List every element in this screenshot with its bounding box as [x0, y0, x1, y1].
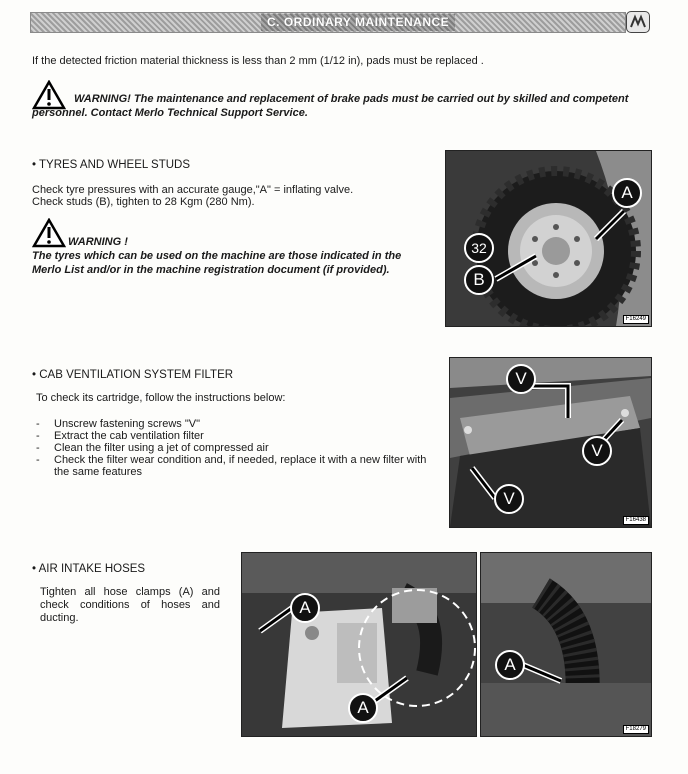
callout-v: V: [582, 436, 612, 466]
warning-label: WARNING!: [74, 93, 131, 105]
list-item: - Unscrew fastening screws "V": [36, 418, 436, 430]
callout-a: A: [495, 650, 525, 680]
wheel-photo: [445, 150, 652, 327]
warning-brake-pads: [32, 92, 652, 120]
tyres-line1: Check tyre pressures with an accurate gauge,"A" = inflating valve.: [32, 184, 354, 196]
section-heading-air-label: AIR INTAKE HOSES: [38, 563, 146, 575]
section-heading-tyres-label: TYRES AND WHEEL STUDS: [39, 159, 191, 171]
callout-a: A: [348, 693, 378, 723]
air-intake-photo-1: [241, 552, 477, 737]
callout-b: B: [464, 265, 494, 295]
callout-v: V: [506, 364, 536, 394]
tyres-warning-label: WARNING !: [68, 236, 128, 248]
list-item: - Check the filter wear condition and, if needed, replace it with a new filter with the same features: [36, 454, 436, 478]
figure-code: F16249: [623, 315, 649, 324]
manufacturer-logo-icon: [626, 11, 650, 33]
air-text: Tighten all hose clamps (A) and check conditions of hoses and ducting.: [40, 586, 220, 624]
warning-text: The maintenance and replacement of brake pads must be carried out by skilled and competent personnel. Contact Merlo Technical Support Service.: [32, 93, 629, 119]
callout-32: 32: [464, 233, 494, 263]
section-heading-cab: • CAB VENTILATION SYSTEM FILTER: [32, 369, 234, 381]
tyres-line2: Check studs (B), tighten to 28 Kgm (280 Nm).: [32, 196, 255, 208]
tyres-warning-text: The tyres which can be used on the machine are those indicated in the Merlo List and/or in the machine registration document (if provided).: [32, 250, 402, 276]
section-header-title: C. ORDINARY MAINTENANCE: [261, 14, 455, 31]
callout-a: A: [290, 593, 320, 623]
cab-intro: To check its cartridge, follow the instructions below:: [36, 392, 286, 404]
section-header-bar: [30, 12, 626, 33]
air-intake-photo-2: [480, 552, 652, 737]
cab-filter-photo: [449, 357, 652, 528]
callout-v: V: [494, 484, 524, 514]
warning-triangle-icon: [32, 218, 66, 248]
section-heading-air: • AIR INTAKE HOSES: [32, 563, 146, 575]
list-item: - Extract the cab ventilation filter: [36, 430, 436, 442]
cab-steps-list: [36, 418, 436, 478]
list-item: - Clean the filter using a jet of compressed air: [36, 442, 436, 454]
section-heading-tyres: • TYRES AND WHEEL STUDS: [32, 159, 191, 171]
intro-text: If the detected friction material thickness is less than 2 mm (1/12 in), pads must be replaced .: [32, 55, 484, 67]
callout-a: A: [612, 178, 642, 208]
section-heading-cab-label: CAB VENTILATION SYSTEM FILTER: [39, 369, 234, 381]
figure-code: F18279: [623, 725, 649, 734]
figure-code: F16438: [623, 516, 649, 525]
